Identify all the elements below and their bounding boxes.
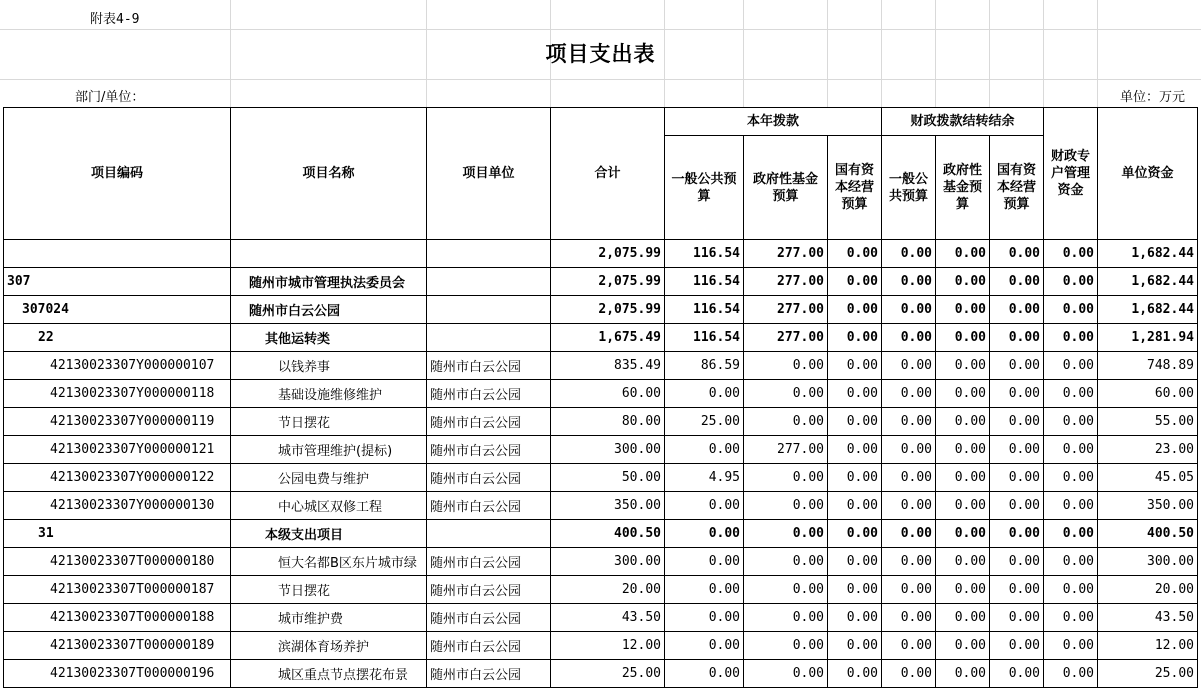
table-row <box>4 548 1198 576</box>
cell-general-budget: 0.00 <box>665 520 744 548</box>
col-header-unit: 项目单位 <box>427 108 551 240</box>
cell-co-soe-capital: 0.00 <box>990 576 1044 604</box>
cell-total: 300.00 <box>551 436 665 464</box>
cell-soe-capital: 0.00 <box>828 660 882 688</box>
cell-general-budget: 0.00 <box>665 604 744 632</box>
cell-project-code: 42130023307T000000196 <box>4 660 231 688</box>
cell-project-code: 307 <box>4 268 231 296</box>
cell-project-name: 本级支出项目 <box>231 520 427 548</box>
cell-gov-fund: 277.00 <box>744 296 828 324</box>
cell-fiscal-special: 0.00 <box>1044 436 1098 464</box>
cell-co-general-budget: 0.00 <box>882 408 936 436</box>
col-header-unit-funds: 单位资金 <box>1098 108 1198 240</box>
cell-project-name: 城市管理维护(提标) <box>231 436 427 464</box>
cell-project-code: 42130023307Y000000122 <box>4 464 231 492</box>
col-header-co-gov-fund: 政府性基金预算 <box>936 136 990 240</box>
grid-line <box>0 29 1201 30</box>
cell-co-general-budget: 0.00 <box>882 520 936 548</box>
cell-gov-fund: 0.00 <box>744 492 828 520</box>
cell-co-soe-capital: 0.00 <box>990 436 1044 464</box>
grid-line <box>0 79 1201 80</box>
table-row <box>4 604 1198 632</box>
cell-soe-capital: 0.00 <box>828 492 882 520</box>
cell-project-name <box>231 240 427 268</box>
cell-project-code: 22 <box>4 324 231 352</box>
cell-project-unit: 随州市白云公园 <box>427 380 551 408</box>
cell-co-soe-capital: 0.00 <box>990 548 1044 576</box>
cell-project-code: 307024 <box>4 296 231 324</box>
cell-project-unit: 随州市白云公园 <box>427 632 551 660</box>
cell-unit-funds: 400.50 <box>1098 520 1198 548</box>
cell-project-unit: 随州市白云公园 <box>427 352 551 380</box>
cell-project-unit <box>427 324 551 352</box>
cell-project-unit: 随州市白云公园 <box>427 548 551 576</box>
cell-project-unit <box>427 520 551 548</box>
cell-project-unit <box>427 268 551 296</box>
cell-soe-capital: 0.00 <box>828 520 882 548</box>
cell-co-soe-capital: 0.00 <box>990 240 1044 268</box>
cell-co-general-budget: 0.00 <box>882 576 936 604</box>
cell-total: 80.00 <box>551 408 665 436</box>
cell-unit-funds: 45.05 <box>1098 464 1198 492</box>
cell-fiscal-special: 0.00 <box>1044 380 1098 408</box>
cell-co-soe-capital: 0.00 <box>990 324 1044 352</box>
cell-fiscal-special: 0.00 <box>1044 520 1098 548</box>
cell-co-soe-capital: 0.00 <box>990 296 1044 324</box>
col-header-fiscal-special: 财政专户管理资金 <box>1044 108 1098 240</box>
cell-co-gov-fund: 0.00 <box>936 520 990 548</box>
cell-co-general-budget: 0.00 <box>882 660 936 688</box>
cell-gov-fund: 0.00 <box>744 660 828 688</box>
cell-general-budget: 4.95 <box>665 464 744 492</box>
cell-co-gov-fund: 0.00 <box>936 268 990 296</box>
cell-total: 60.00 <box>551 380 665 408</box>
cell-co-soe-capital: 0.00 <box>990 408 1044 436</box>
cell-co-gov-fund: 0.00 <box>936 492 990 520</box>
cell-soe-capital: 0.00 <box>828 548 882 576</box>
cell-unit-funds: 300.00 <box>1098 548 1198 576</box>
cell-fiscal-special: 0.00 <box>1044 548 1098 576</box>
cell-co-gov-fund: 0.00 <box>936 352 990 380</box>
cell-general-budget: 0.00 <box>665 492 744 520</box>
cell-project-unit: 随州市白云公园 <box>427 576 551 604</box>
cell-unit-funds: 1,682.44 <box>1098 296 1198 324</box>
cell-general-budget: 86.59 <box>665 352 744 380</box>
cell-fiscal-special: 0.00 <box>1044 576 1098 604</box>
cell-project-unit: 随州市白云公园 <box>427 408 551 436</box>
cell-project-code: 42130023307T000000189 <box>4 632 231 660</box>
cell-fiscal-special: 0.00 <box>1044 492 1098 520</box>
cell-gov-fund: 0.00 <box>744 520 828 548</box>
cell-fiscal-special: 0.00 <box>1044 604 1098 632</box>
cell-soe-capital: 0.00 <box>828 408 882 436</box>
cell-unit-funds: 748.89 <box>1098 352 1198 380</box>
cell-co-gov-fund: 0.00 <box>936 240 990 268</box>
table-row <box>4 240 1198 268</box>
cell-general-budget: 116.54 <box>665 268 744 296</box>
cell-project-name: 随州市城市管理执法委员会 <box>231 268 427 296</box>
cell-project-name: 城市维护费 <box>231 604 427 632</box>
cell-general-budget: 116.54 <box>665 296 744 324</box>
cell-co-general-budget: 0.00 <box>882 352 936 380</box>
cell-gov-fund: 0.00 <box>744 352 828 380</box>
cell-gov-fund: 0.00 <box>744 380 828 408</box>
cell-unit-funds: 1,682.44 <box>1098 240 1198 268</box>
col-header-gov-fund: 政府性基金预算 <box>744 136 828 240</box>
cell-project-code: 42130023307Y000000130 <box>4 492 231 520</box>
cell-unit-funds: 350.00 <box>1098 492 1198 520</box>
cell-soe-capital: 0.00 <box>828 268 882 296</box>
cell-project-code: 42130023307T000000188 <box>4 604 231 632</box>
cell-unit-funds: 12.00 <box>1098 632 1198 660</box>
col-group-current-year: 本年拨款 <box>665 108 882 136</box>
table-row <box>4 632 1198 660</box>
cell-unit-funds: 43.50 <box>1098 604 1198 632</box>
table-row <box>4 520 1198 548</box>
cell-total: 43.50 <box>551 604 665 632</box>
cell-total: 12.00 <box>551 632 665 660</box>
cell-general-budget: 0.00 <box>665 632 744 660</box>
project-expenditure-table <box>3 107 1198 688</box>
col-header-name: 项目名称 <box>231 108 427 240</box>
cell-gov-fund: 277.00 <box>744 240 828 268</box>
cell-soe-capital: 0.00 <box>828 464 882 492</box>
cell-co-gov-fund: 0.00 <box>936 660 990 688</box>
cell-gov-fund: 0.00 <box>744 408 828 436</box>
cell-general-budget: 0.00 <box>665 380 744 408</box>
col-group-carryover: 财政拨款结转结余 <box>882 108 1044 136</box>
cell-soe-capital: 0.00 <box>828 632 882 660</box>
cell-project-code: 42130023307T000000180 <box>4 548 231 576</box>
cell-project-code: 42130023307Y000000119 <box>4 408 231 436</box>
cell-soe-capital: 0.00 <box>828 380 882 408</box>
cell-gov-fund: 0.00 <box>744 604 828 632</box>
cell-project-code: 42130023307Y000000107 <box>4 352 231 380</box>
table-row <box>4 436 1198 464</box>
cell-project-name: 以钱养事 <box>231 352 427 380</box>
cell-co-gov-fund: 0.00 <box>936 464 990 492</box>
cell-total: 2,075.99 <box>551 268 665 296</box>
cell-unit-funds: 23.00 <box>1098 436 1198 464</box>
table-row <box>4 268 1198 296</box>
department-label: 部门/单位： <box>75 90 145 105</box>
col-header-co-general-budget: 一般公共预算 <box>882 136 936 240</box>
cell-gov-fund: 0.00 <box>744 548 828 576</box>
cell-project-name: 滨湖体育场养护 <box>231 632 427 660</box>
cell-general-budget: 0.00 <box>665 548 744 576</box>
cell-project-code: 42130023307Y000000118 <box>4 380 231 408</box>
cell-co-general-budget: 0.00 <box>882 380 936 408</box>
cell-gov-fund: 277.00 <box>744 268 828 296</box>
attachment-label: 附表4-9 <box>90 12 140 27</box>
col-header-total: 合计 <box>551 108 665 240</box>
cell-fiscal-special: 0.00 <box>1044 296 1098 324</box>
table-row <box>4 296 1198 324</box>
cell-project-unit: 随州市白云公园 <box>427 436 551 464</box>
cell-co-soe-capital: 0.00 <box>990 604 1044 632</box>
cell-co-general-budget: 0.00 <box>882 464 936 492</box>
cell-project-name: 城区重点节点摆花布景 <box>231 660 427 688</box>
cell-general-budget: 0.00 <box>665 436 744 464</box>
cell-co-soe-capital: 0.00 <box>990 380 1044 408</box>
cell-fiscal-special: 0.00 <box>1044 632 1098 660</box>
cell-co-general-budget: 0.00 <box>882 604 936 632</box>
table-row <box>4 352 1198 380</box>
cell-soe-capital: 0.00 <box>828 436 882 464</box>
cell-unit-funds: 1,682.44 <box>1098 268 1198 296</box>
cell-co-gov-fund: 0.00 <box>936 380 990 408</box>
table-row <box>4 380 1198 408</box>
cell-co-general-budget: 0.00 <box>882 632 936 660</box>
table-row <box>4 324 1198 352</box>
cell-co-soe-capital: 0.00 <box>990 660 1044 688</box>
cell-soe-capital: 0.00 <box>828 576 882 604</box>
cell-total: 1,675.49 <box>551 324 665 352</box>
cell-co-gov-fund: 0.00 <box>936 436 990 464</box>
cell-fiscal-special: 0.00 <box>1044 352 1098 380</box>
cell-total: 25.00 <box>551 660 665 688</box>
cell-unit-funds: 60.00 <box>1098 380 1198 408</box>
cell-unit-funds: 1,281.94 <box>1098 324 1198 352</box>
cell-soe-capital: 0.00 <box>828 240 882 268</box>
table-row <box>4 408 1198 436</box>
cell-project-unit: 随州市白云公园 <box>427 660 551 688</box>
cell-fiscal-special: 0.00 <box>1044 268 1098 296</box>
cell-project-name: 基础设施维修维护 <box>231 380 427 408</box>
cell-co-general-budget: 0.00 <box>882 296 936 324</box>
cell-project-name: 节日摆花 <box>231 408 427 436</box>
cell-project-unit: 随州市白云公园 <box>427 464 551 492</box>
cell-soe-capital: 0.00 <box>828 352 882 380</box>
cell-total: 50.00 <box>551 464 665 492</box>
cell-gov-fund: 277.00 <box>744 436 828 464</box>
cell-fiscal-special: 0.00 <box>1044 324 1098 352</box>
cell-project-code <box>4 240 231 268</box>
cell-general-budget: 116.54 <box>665 324 744 352</box>
cell-soe-capital: 0.00 <box>828 296 882 324</box>
cell-total: 20.00 <box>551 576 665 604</box>
cell-co-general-budget: 0.00 <box>882 240 936 268</box>
cell-co-gov-fund: 0.00 <box>936 408 990 436</box>
cell-co-general-budget: 0.00 <box>882 268 936 296</box>
col-header-code: 项目编码 <box>4 108 231 240</box>
cell-project-unit: 随州市白云公园 <box>427 492 551 520</box>
cell-co-general-budget: 0.00 <box>882 324 936 352</box>
cell-fiscal-special: 0.00 <box>1044 240 1098 268</box>
cell-project-name: 公园电费与维护 <box>231 464 427 492</box>
cell-project-code: 42130023307T000000187 <box>4 576 231 604</box>
cell-co-gov-fund: 0.00 <box>936 296 990 324</box>
table-body <box>4 240 1198 688</box>
cell-co-general-budget: 0.00 <box>882 436 936 464</box>
cell-total: 2,075.99 <box>551 240 665 268</box>
cell-total: 400.50 <box>551 520 665 548</box>
cell-co-gov-fund: 0.00 <box>936 324 990 352</box>
cell-total: 2,075.99 <box>551 296 665 324</box>
cell-general-budget: 0.00 <box>665 660 744 688</box>
cell-total: 350.00 <box>551 492 665 520</box>
cell-unit-funds: 55.00 <box>1098 408 1198 436</box>
col-header-general-budget: 一般公共预算 <box>665 136 744 240</box>
table-row <box>4 492 1198 520</box>
cell-co-soe-capital: 0.00 <box>990 632 1044 660</box>
cell-project-code: 42130023307Y000000121 <box>4 436 231 464</box>
col-header-soe-capital: 国有资本经营预算 <box>828 136 882 240</box>
cell-fiscal-special: 0.00 <box>1044 660 1098 688</box>
cell-unit-funds: 20.00 <box>1098 576 1198 604</box>
cell-project-unit <box>427 240 551 268</box>
table-row <box>4 660 1198 688</box>
cell-co-gov-fund: 0.00 <box>936 548 990 576</box>
cell-gov-fund: 0.00 <box>744 576 828 604</box>
cell-gov-fund: 0.00 <box>744 464 828 492</box>
cell-co-general-budget: 0.00 <box>882 492 936 520</box>
cell-unit-funds: 25.00 <box>1098 660 1198 688</box>
cell-total: 835.49 <box>551 352 665 380</box>
cell-project-name: 中心城区双修工程 <box>231 492 427 520</box>
page-title: 项目支出表 <box>545 42 656 66</box>
cell-general-budget: 0.00 <box>665 576 744 604</box>
cell-co-gov-fund: 0.00 <box>936 632 990 660</box>
table-row <box>4 576 1198 604</box>
cell-total: 300.00 <box>551 548 665 576</box>
cell-project-unit <box>427 296 551 324</box>
cell-project-code: 31 <box>4 520 231 548</box>
cell-co-soe-capital: 0.00 <box>990 352 1044 380</box>
cell-soe-capital: 0.00 <box>828 604 882 632</box>
cell-project-name: 恒大名都B区东片城市绿 <box>231 548 427 576</box>
cell-co-gov-fund: 0.00 <box>936 604 990 632</box>
cell-co-gov-fund: 0.00 <box>936 576 990 604</box>
cell-gov-fund: 277.00 <box>744 324 828 352</box>
cell-project-name: 随州市白云公园 <box>231 296 427 324</box>
unit-label: 单位：万元 <box>1119 90 1185 105</box>
cell-soe-capital: 0.00 <box>828 324 882 352</box>
cell-co-soe-capital: 0.00 <box>990 268 1044 296</box>
cell-project-name: 其他运转类 <box>231 324 427 352</box>
cell-fiscal-special: 0.00 <box>1044 408 1098 436</box>
cell-project-name: 节日摆花 <box>231 576 427 604</box>
table-row <box>4 464 1198 492</box>
cell-project-unit: 随州市白云公园 <box>427 604 551 632</box>
cell-general-budget: 116.54 <box>665 240 744 268</box>
cell-gov-fund: 0.00 <box>744 632 828 660</box>
cell-co-general-budget: 0.00 <box>882 548 936 576</box>
col-header-co-soe-capital: 国有资本经营预算 <box>990 136 1044 240</box>
cell-fiscal-special: 0.00 <box>1044 464 1098 492</box>
cell-general-budget: 25.00 <box>665 408 744 436</box>
cell-co-soe-capital: 0.00 <box>990 492 1044 520</box>
cell-co-soe-capital: 0.00 <box>990 464 1044 492</box>
cell-co-soe-capital: 0.00 <box>990 520 1044 548</box>
